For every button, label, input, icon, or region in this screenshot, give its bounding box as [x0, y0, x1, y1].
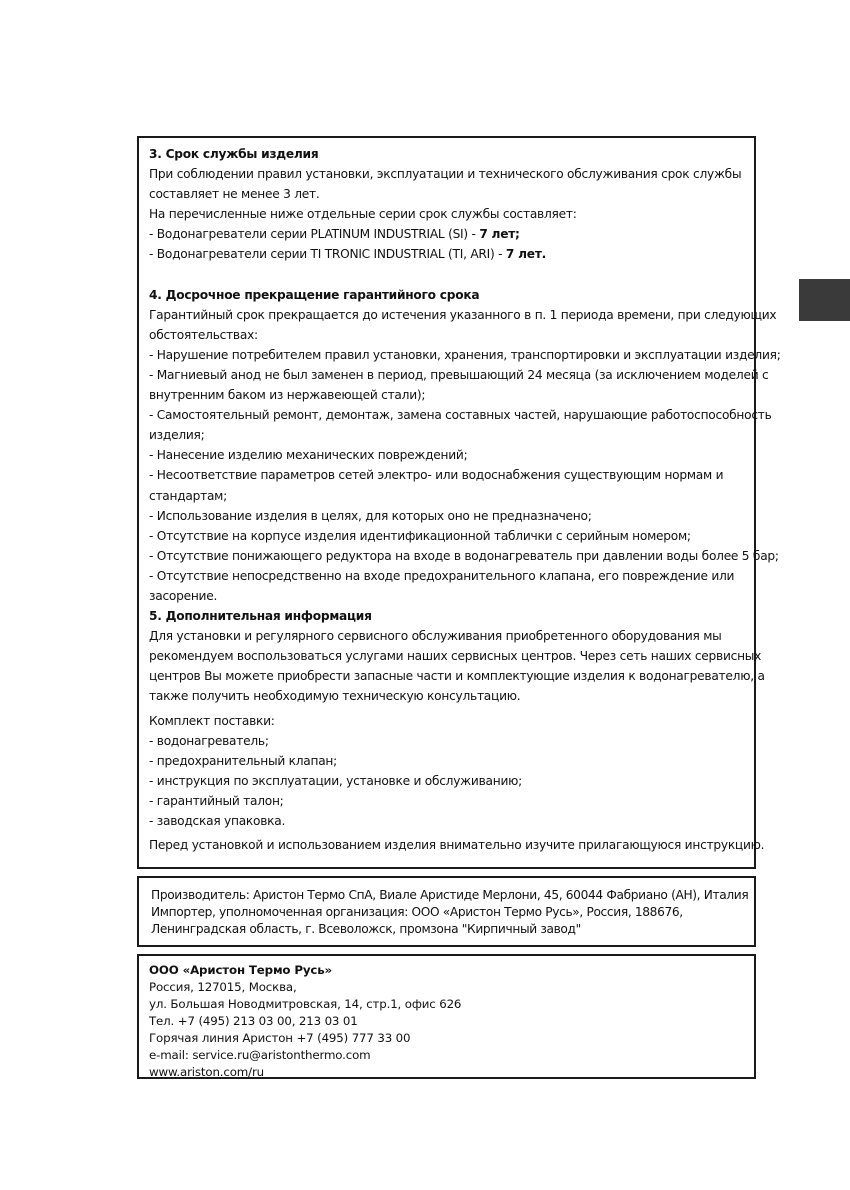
importer-line: Импортер, уполномоченная организация: ООО «Аристон Термо Русь», Россия, 188676,: [151, 905, 683, 919]
contacts-panel: [137, 954, 756, 1079]
section-5-line: Для установки и регулярного сервисного обслуживания приобретенного оборудования мы: [149, 629, 722, 644]
section-4-line: обстоятельствах:: [149, 327, 258, 342]
section-4-line: изделия;: [149, 428, 205, 443]
kit-item: - заводская упаковка.: [149, 814, 286, 828]
service-life-item-platinum: [149, 224, 744, 244]
page-edge-tab: [799, 279, 850, 321]
section-4-line: - Нанесение изделию механических повреждений;: [149, 448, 468, 463]
section-4-line: - Отсутствие непосредственно на входе предохранительного клапана, его повреждение или: [149, 568, 735, 583]
section-4-line: - Самостоятельный ремонт, демонтаж, замена составных частей, нарушающие работоспособность: [149, 408, 772, 423]
section-4-line: - Отсутствие на корпусе изделия идентификационной таблички с серийным номером;: [149, 528, 691, 543]
section-4-line: - Магниевый анод не был заменен в период, превышающий 24 месяца (за исключением моделей с: [149, 367, 769, 382]
kit-title: Комплект поставки:: [149, 713, 275, 728]
contact-line: ул. Большая Новодмитровская, 14, стр.1, офис 626: [149, 997, 462, 1011]
section-3-line: При соблюдении правил установки, эксплуатации и технического обслуживания срок службы: [149, 167, 742, 182]
section-4-line: - Несоответствие параметров сетей электро- или водоснабжения существующим нормам и: [149, 468, 724, 483]
kit-item: - водонагреватель;: [149, 733, 269, 748]
company-name: ООО «Аристон Термо Русь»: [149, 963, 333, 977]
section-3-line: составляет не менее 3 лет.: [149, 187, 320, 202]
section-4-line: - Отсутствие понижающего редуктора на входе в водонагреватель при давлении воды более 5 бар;: [149, 548, 779, 563]
section-4-line: стандартам;: [149, 488, 227, 503]
kit-item: - гарантийный талон;: [149, 793, 284, 808]
section-3-heading: 3. Срок службы изделия: [149, 147, 319, 161]
section-4-line: Гарантийный срок прекращается до истечения указанного в п. 1 периода времени, при следующих: [149, 307, 777, 322]
service-life-item-years: 7 лет;: [479, 227, 520, 242]
service-life-item-years: 7 лет.: [505, 247, 547, 262]
section-4-line: внутренним баком из нержавеющей стали);: [149, 388, 426, 403]
manufacturer-line: Производитель: Аристон Термо СпА, Виале Аристиде Мерлони, 45, 60044 Фабриано (АН), Италия: [151, 888, 749, 902]
kit-item: - предохранительный клапан;: [149, 753, 338, 768]
section-4-line: - Нарушение потребителем правил установки, хранения, транспортировки и эксплуатации изделия;: [149, 347, 781, 362]
service-life-item-text: - Водонагреватели серии PLATINUM INDUSTRIAL (SI) -: [149, 227, 480, 242]
section-4-heading: 4. Досрочное прекращение гарантийного срока: [149, 287, 480, 302]
hotline-line: Горячая линия Аристон +7 (495) 777 33 00: [149, 1031, 411, 1045]
importer-address-line: Ленинградская область, г. Всеволожск, промзона "Кирпичный завод": [151, 922, 581, 936]
section-4-line: засорение.: [149, 588, 218, 603]
warranty-terms-panel: [137, 136, 781, 869]
section-3-line: На перечисленные ниже отдельные серии срок службы составляет:: [149, 207, 577, 222]
section-5-line: также получить необходимую техническую консультацию.: [149, 689, 521, 704]
section-5-heading: 5. Дополнительная информация: [149, 609, 372, 624]
section-5-line: центров Вы можете приобрести запасные части и комплектующие изделия к водонагревателю, а: [149, 669, 765, 684]
service-life-item-text: - Водонагреватели серии TI TRONIC INDUSTRIAL (TI, ARI) -: [149, 247, 506, 262]
service-life-item-titronic: [149, 244, 744, 264]
email-line: e-mail: service.ru@aristonthermo.com: [149, 1048, 371, 1062]
contact-line: Россия, 127015, Москва,: [149, 980, 297, 994]
section-5-line: рекомендуем воспользоваться услугами наших сервисных центров. Через сеть наших сервисных: [149, 649, 762, 664]
manufacturer-panel: [137, 876, 756, 947]
section-4-line: - Использование изделия в целях, для которых оно не предназначено;: [149, 508, 592, 523]
phone-line: Тел. +7 (495) 213 03 00, 213 03 01: [149, 1014, 358, 1028]
website-line: www.ariston.com/ru: [149, 1065, 264, 1079]
final-note: Перед установкой и использованием изделия внимательно изучите прилагающуюся инструкцию.: [149, 838, 765, 853]
kit-item: - инструкция по эксплуатации, установке и обслуживанию;: [149, 773, 522, 788]
